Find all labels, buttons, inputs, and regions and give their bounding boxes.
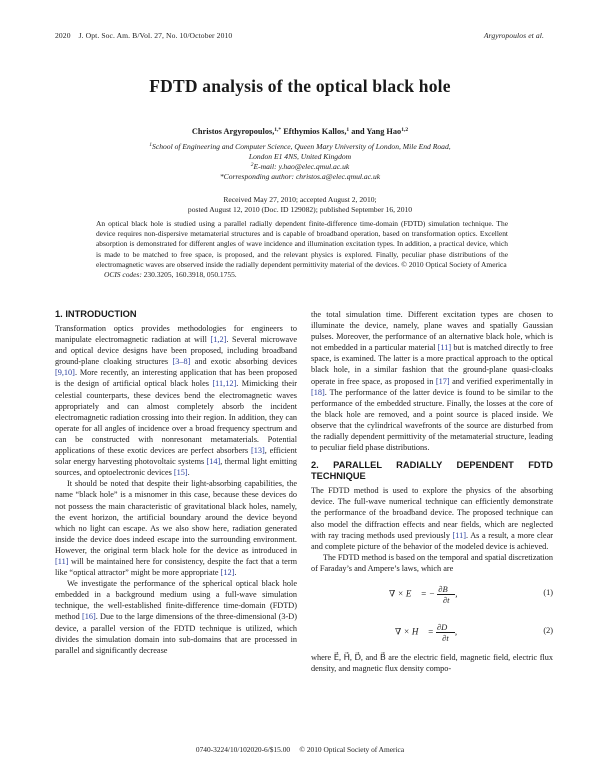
text-run: . Mimicking their celestial counterparts, these devices bend the electromagnetic waves appropriately and can almost completely absorb the incident electromagnetic radiation crossing into their region. In addition, they can operate for all angles of incidence over a broad frequency spectrum and can be constructed with nonresonant metamaterials. Potential applications of these exotic devices are perfect absorbers xyxy=(55,379,297,456)
author-1-affil: 1,* xyxy=(274,127,282,133)
affiliation-1-line-1: School of Engineering and Computer Science, Queen Mary University of London, Mile End Road, xyxy=(152,142,451,151)
citation-link[interactable]: [3–8] xyxy=(172,357,191,367)
text-run: Transformation optics provides methodologies for engineers to manipulate electromagnetic radiation at will xyxy=(55,324,297,345)
author-email: E-mail: y.hao@elec.qmul.ac.uk xyxy=(253,162,350,171)
equation-2-numerator: ∂D⃗ xyxy=(436,621,454,632)
author-3: and Yang Hao xyxy=(349,127,402,136)
text-run: . xyxy=(234,568,237,578)
affiliation-block xyxy=(0,142,600,162)
affiliation-1-marker: 1 xyxy=(149,142,153,148)
running-header-right: Argyropoulos et al. xyxy=(483,31,544,40)
text-run: It should be noted that despite their light-absorbing capabilities, the name “black hole” is a misnomer in this case, because these devices do not possess the main characteristic of gravitational black holes, namely, the event horizon, the artificial boundary around the device beyond which no light can escape. As we also show here, radiation generated inside the device does indeed escape into the surrounding environment. However, the original term black hole for the device as introduced in xyxy=(55,479,297,555)
equation-2-number: (2) xyxy=(543,625,553,635)
abstract-text: An optical black hole is studied using a parallel radially dependent finite-difference time-domain (FDTD) simulation technique. The device requires non-dispersive metamaterial structures and is capable of broadband operation, based on transformation optics. Excellent absorption is demonstrated for different angles of wave incidence and illumination excitation types. In addition, a practical device, which is made to be matched to free space, is proposed, and the relevant physics is explored. Finally, peculiar phase distributions of the electromagnetic waves are observed inside the radially dependent permittivity material of the devices. © 2010 Optical Society of America xyxy=(96,219,508,269)
citation-link[interactable]: [11] xyxy=(55,556,69,566)
affiliation-2-marker: 2 xyxy=(250,162,254,168)
section-1-heading: 1. INTRODUCTION xyxy=(55,309,137,319)
corresponding-author: *Corresponding author: christos.a@elec.qmul.ac.uk xyxy=(219,172,381,181)
ocis-line xyxy=(96,270,508,280)
citation-link[interactable]: [18] xyxy=(311,387,325,397)
citation-link[interactable]: [11] xyxy=(452,530,466,540)
equation-1-tail: , xyxy=(455,588,458,599)
equation-1-fraction xyxy=(437,583,458,605)
abstract xyxy=(96,219,508,280)
citation-link[interactable]: [15] xyxy=(173,468,188,478)
copyright-footer: 0740-3224/10/102020-6/$15.00 © 2010 Optical Society of America xyxy=(195,745,405,754)
citation-link[interactable]: [13] xyxy=(251,446,265,456)
text-run: but is matched directly to free space, is examined. The latter is a more practical approach to the optical black hole, in a similar fashion that the ground-plane quasi-cloaks operate in free space, as proposed in xyxy=(311,343,553,386)
equation-2-tail: , xyxy=(454,626,458,637)
text-run: . xyxy=(187,468,190,478)
ocis-codes: 230.3205, 160.3918, 050.1755. xyxy=(141,270,237,280)
running-header-left: 2020 J. Opt. Soc. Am. B/Vol. 27, No. 10/October 2010 xyxy=(55,31,233,40)
text-run: , efficient solar energy harvesting photovoltaic systems xyxy=(55,446,297,467)
equation-2-math xyxy=(395,622,457,643)
text-run: . As a result, a more clear and complete picture of the behavior of the modeled device is achieved. xyxy=(311,530,553,551)
author-2: Efthymios Kallos, xyxy=(281,127,347,136)
text-run: , thermal light emitting sources, and optoelectronic devices xyxy=(55,457,297,478)
citation-link[interactable]: [9,10] xyxy=(55,368,75,378)
citation-link[interactable]: [11,12] xyxy=(212,379,237,389)
left-column xyxy=(55,309,297,656)
citation-link[interactable]: [16] xyxy=(82,612,96,622)
text-run: . Due to the large dimensions of the three-dimensional (3-D) device, a parallel version of the FDTD technique is utilized, which divides the simulation domain into sub-domains that are processed in parallel and significantly decrease xyxy=(55,612,297,655)
citation-link[interactable]: [14] xyxy=(206,457,221,467)
affiliation-1-line-2: London E1 4NS, United Kingdom xyxy=(248,152,352,161)
equation-2 xyxy=(311,616,553,646)
intro-paragraph-4 xyxy=(311,309,553,453)
text-run: will be maintained here for consistency, despite the fact that a term like “optical attractor” might be more appropriate xyxy=(55,556,297,578)
text-run: . The performance of the latter device is found to be similar to the performance of the embedded structure. Finally, the losses at the core of the black hole are removed, and a point source is placed inside. We observe that the cylindrical wavefronts of the source are disturbed from the radially dependent permittivity of the metamaterial structure, leading to peculiar field phase distributions. xyxy=(311,387,553,453)
equation-2-denominator: ∂t xyxy=(442,632,449,643)
right-column xyxy=(311,309,553,674)
fdtd-paragraph-1 xyxy=(311,485,553,552)
equation-1-denominator: ∂t xyxy=(442,594,450,605)
author-3-affil: 1,2 xyxy=(401,127,409,133)
intro-paragraph-3 xyxy=(55,578,297,656)
ocis-label: OCIS codes: xyxy=(104,270,142,280)
equation-1-numerator: ∂B⃗ xyxy=(438,583,455,594)
equation-1-lhs: ∇ × E⃗ = − xyxy=(389,588,436,599)
author-2-affil: 1 xyxy=(346,127,350,133)
equation-1 xyxy=(311,578,553,608)
text-run: the total simulation time. Different excitation types are chosen to illuminate the device, namely, plane waves and spatially Gaussian pulses. Moreover, the performance of an alternative black hole, which is not embedded in a particular material xyxy=(311,310,553,353)
affiliation-2 xyxy=(0,162,600,172)
text-run: and verified experimentally in xyxy=(449,376,553,386)
text-run: . More recently, an interesting application that has been proposed is the design of artificial optical black holes xyxy=(55,368,297,389)
citation-link[interactable]: [12] xyxy=(220,568,235,578)
fdtd-paragraph-2: The FDTD method is based on the temporal and spatial discretization of Faraday’s and Ampere’s laws, which are xyxy=(311,552,553,573)
equation-1-math xyxy=(389,584,458,605)
section-2-heading: 2. PARALLEL RADIALLY DEPENDENT FDTD TECHNIQUE xyxy=(311,460,553,482)
author-list xyxy=(0,127,600,136)
text-run: . Several microwave and optical device designs have been proposed, including broadband ground-plane cloaking structures xyxy=(55,335,298,367)
text-run: We investigate the performance of the spherical optical black hole embedded in a background medium using a full-wave simulation technique, the well-established finite-difference time-domain (FDTD) method xyxy=(55,579,297,622)
posted-dates: posted August 12, 2010 (Doc. ID 129082); published September 16, 2010 xyxy=(187,205,413,214)
citation-link[interactable]: [1,2] xyxy=(210,335,227,345)
author-1: Christos Argyropoulos, xyxy=(191,127,275,136)
text-run: The FDTD method is used to explore the physics of the absorbing device. The full-wave numerical technique can efficiently demonstrate the performance of the broadband device. The proposed technique can also model the diffraction effects and near fields, which are neglected with ray tracing methods used previously xyxy=(311,486,553,540)
intro-paragraph-1 xyxy=(55,323,297,478)
received-dates: Received May 27, 2010; accepted August 2, 2010; xyxy=(223,195,377,204)
citation-link[interactable]: [11] xyxy=(437,343,452,353)
equation-2-lhs: ∇ × H⃗ = xyxy=(395,626,434,637)
equation-2-fraction xyxy=(436,621,458,643)
fdtd-paragraph-3: where E⃗, H⃗, D⃗, and B⃗ are the electric field, magnetic field, electric flux density, and magnetic flux density compo- xyxy=(311,652,553,674)
paper-title: FDTD analysis of the optical black hole xyxy=(149,76,451,96)
citation-link[interactable]: [17] xyxy=(435,376,450,386)
text-run: and exotic absorbing devices xyxy=(190,357,297,367)
intro-paragraph-2 xyxy=(55,478,297,578)
equation-1-number: (1) xyxy=(543,587,553,597)
